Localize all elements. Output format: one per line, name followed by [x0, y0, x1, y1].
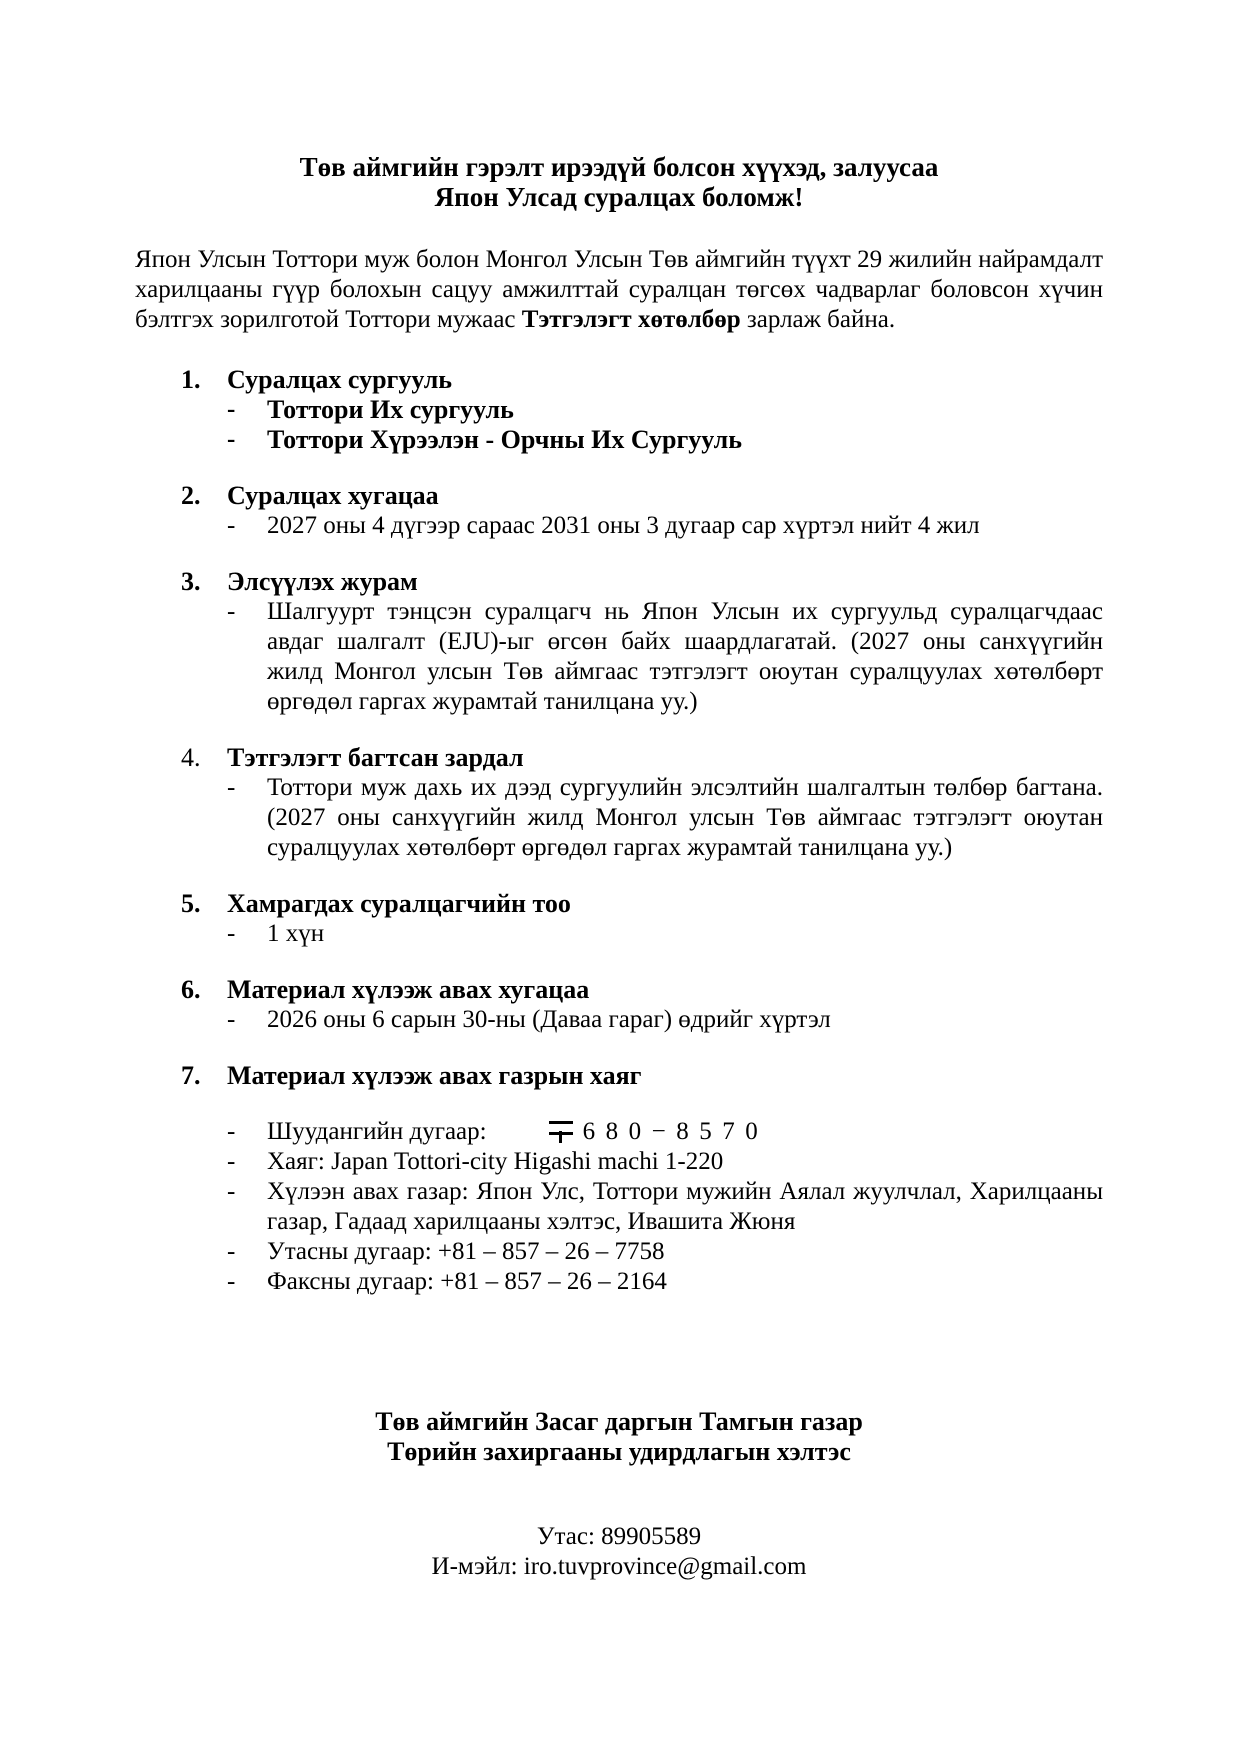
section-study-period	[135, 481, 1103, 541]
list-item	[135, 1005, 1103, 1035]
bullet-text: 2026 оны 6 сарын 30-ны (Даваа гараг) өдрийг хүртэл	[267, 1006, 831, 1033]
section-admission-rules	[135, 567, 1103, 717]
bullet-dash: -	[227, 1268, 236, 1295]
section-heading: Тэтгэлэгт багтсан зардал	[227, 743, 524, 772]
section-number: 5.	[181, 889, 201, 918]
intro-text-bold: Тэтгэлэгт хөтөлбөр	[521, 306, 741, 333]
bullet-dash: -	[227, 396, 236, 423]
section-study-school	[135, 365, 1103, 455]
bullet-list	[135, 395, 1103, 455]
section-heading-row	[135, 365, 1103, 395]
section-heading-row	[135, 975, 1103, 1005]
list-item-phone	[135, 1237, 1103, 1267]
postal-mark-icon	[549, 1118, 573, 1143]
bullet-dash: -	[227, 1148, 236, 1175]
bullet-dash: -	[227, 426, 236, 453]
section-heading-row	[135, 481, 1103, 511]
contact-block	[135, 1522, 1103, 1582]
section-heading: Суралцах сургууль	[227, 365, 453, 394]
section-student-count	[135, 889, 1103, 949]
bullet-text: Шалгуурт тэнцсэн суралцагч нь Япон Улсын их сургуульд суралцагчдаас авдаг шалгалт (EJU)-ыг өгсөн байх шаардлагатай. (2027 оны санхүүгийн жилд Монгол улсын Төв аймгаас тэтгэлэгт оюутан суралцуулах хөтөлбөрт өргөдөл гаргах журамтай танилцана уу.)	[267, 598, 1103, 715]
bullet-dash: -	[227, 1118, 236, 1145]
postal-code-value: 680−8570	[582, 1118, 769, 1145]
section-heading-row	[135, 889, 1103, 919]
section-number: 4.	[181, 743, 201, 772]
list-item	[135, 597, 1103, 717]
list-item-postal-code	[135, 1117, 1103, 1147]
bullet-text: Хүлээн авах газар: Япон Улс, Тоттори мужийн Аялал жуулчлал, Харилцааны газар, Гадаад харилцааны хэлтэс, Ивашита Жюня	[267, 1178, 1103, 1235]
list-item-fax	[135, 1267, 1103, 1297]
bullet-text: 2027 оны 4 дүгээр сараас 2031 оны 3 дугаар сар хүртэл нийт 4 жил	[267, 512, 980, 539]
footer-org-line-2: Төрийн захиргааны удирдлагын хэлтэс	[387, 1437, 851, 1466]
bullet-list	[135, 1117, 1103, 1297]
section-number: 7.	[181, 1061, 201, 1090]
bullet-text: 1 хүн	[267, 920, 325, 947]
bullet-dash: -	[227, 1006, 236, 1033]
list-item	[135, 511, 1103, 541]
section-number: 2.	[181, 481, 201, 510]
bullet-text: Тоттори муж дахь их дээд сургуулийн элсэлтийн шалгалтын төлбөр багтана. (2027 оны санхүүгийн жилд Монгол улсын Төв аймгаас тэтгэлэгт оюутан суралцуулах хөтөлбөрт өргөдөл гаргах журамтай танилцана уу.)	[267, 774, 1103, 861]
section-heading-row	[135, 743, 1103, 773]
list-item	[135, 395, 1103, 425]
footer-organization	[135, 1407, 1103, 1467]
bullet-list	[135, 773, 1103, 863]
intro-paragraph	[135, 245, 1103, 335]
bullet-dash: -	[227, 774, 236, 801]
section-heading: Элсүүлэх журам	[227, 567, 418, 596]
section-material-deadline	[135, 975, 1103, 1035]
bullet-list	[135, 919, 1103, 949]
section-heading-row	[135, 567, 1103, 597]
bullet-list	[135, 597, 1103, 717]
footer-org-line-1: Төв аймгийн Засаг даргын Тамгын газар	[375, 1407, 863, 1436]
list-item-address	[135, 1147, 1103, 1177]
contact-email: И-мэйл: iro.tuvprovince@gmail.com	[431, 1553, 807, 1580]
bullet-dash: -	[227, 1178, 236, 1205]
section-heading: Материал хүлээж авах хугацаа	[227, 975, 590, 1004]
bullet-dash: -	[227, 1238, 236, 1265]
bullet-text: Факсны дугаар: +81 – 857 – 26 – 2164	[267, 1268, 667, 1295]
bullet-list	[135, 511, 1103, 541]
document-title	[135, 152, 1103, 212]
section-heading: Материал хүлээж авах газрын хаяг	[227, 1061, 642, 1090]
bullet-text: Хаяг: Japan Tottori-city Higashi machi 1-220	[267, 1148, 724, 1175]
bullet-dash: -	[227, 920, 236, 947]
list-item	[135, 773, 1103, 863]
bullet-text	[267, 1117, 1103, 1147]
section-heading: Суралцах хугацаа	[227, 481, 439, 510]
section-number: 3.	[181, 567, 201, 596]
section-number: 6.	[181, 975, 201, 1004]
section-heading: Хамрагдах суралцагчийн тоо	[227, 889, 571, 918]
list-item-receiver	[135, 1177, 1103, 1237]
bullet-dash: -	[227, 598, 236, 625]
intro-text-pre: Япон Улсын Тоттори муж болон Монгол Улсын Төв аймгийн түүхт 29 жилийн найрамдалт харилцааны гүүр болохын сацуу амжилттай суралцан төгсөх чадварлаг боловсон хүчин бэлтгэх зорилготой Тоттори мужаас	[135, 246, 1103, 333]
bullet-text: Тоттори Хүрээлэн - Орчны Их Сургууль	[267, 425, 742, 454]
contact-phone: Утас: 89905589	[536, 1523, 702, 1550]
numbered-sections	[135, 365, 1103, 1297]
section-heading-row	[135, 1061, 1103, 1091]
bullet-dash: -	[227, 512, 236, 539]
document-title-line-1: Төв аймгийн гэрэлт ирээдүй болсон хүүхэд, залуусаа	[299, 152, 939, 182]
section-material-address	[135, 1061, 1103, 1297]
list-item	[135, 919, 1103, 949]
list-item	[135, 425, 1103, 455]
bullet-text: Тоттори Их сургууль	[267, 395, 514, 424]
bullet-text: Утасны дугаар: +81 – 857 – 26 – 7758	[267, 1238, 665, 1265]
document-title-line-2: Япон Улсад суралцах боломж!	[434, 182, 804, 212]
section-scholarship-costs	[135, 743, 1103, 863]
bullet-list	[135, 1005, 1103, 1035]
section-number: 1.	[181, 365, 201, 394]
postal-label: Шуудангийн дугаар:	[267, 1118, 487, 1145]
intro-text-post: зарлаж байна.	[740, 306, 896, 333]
